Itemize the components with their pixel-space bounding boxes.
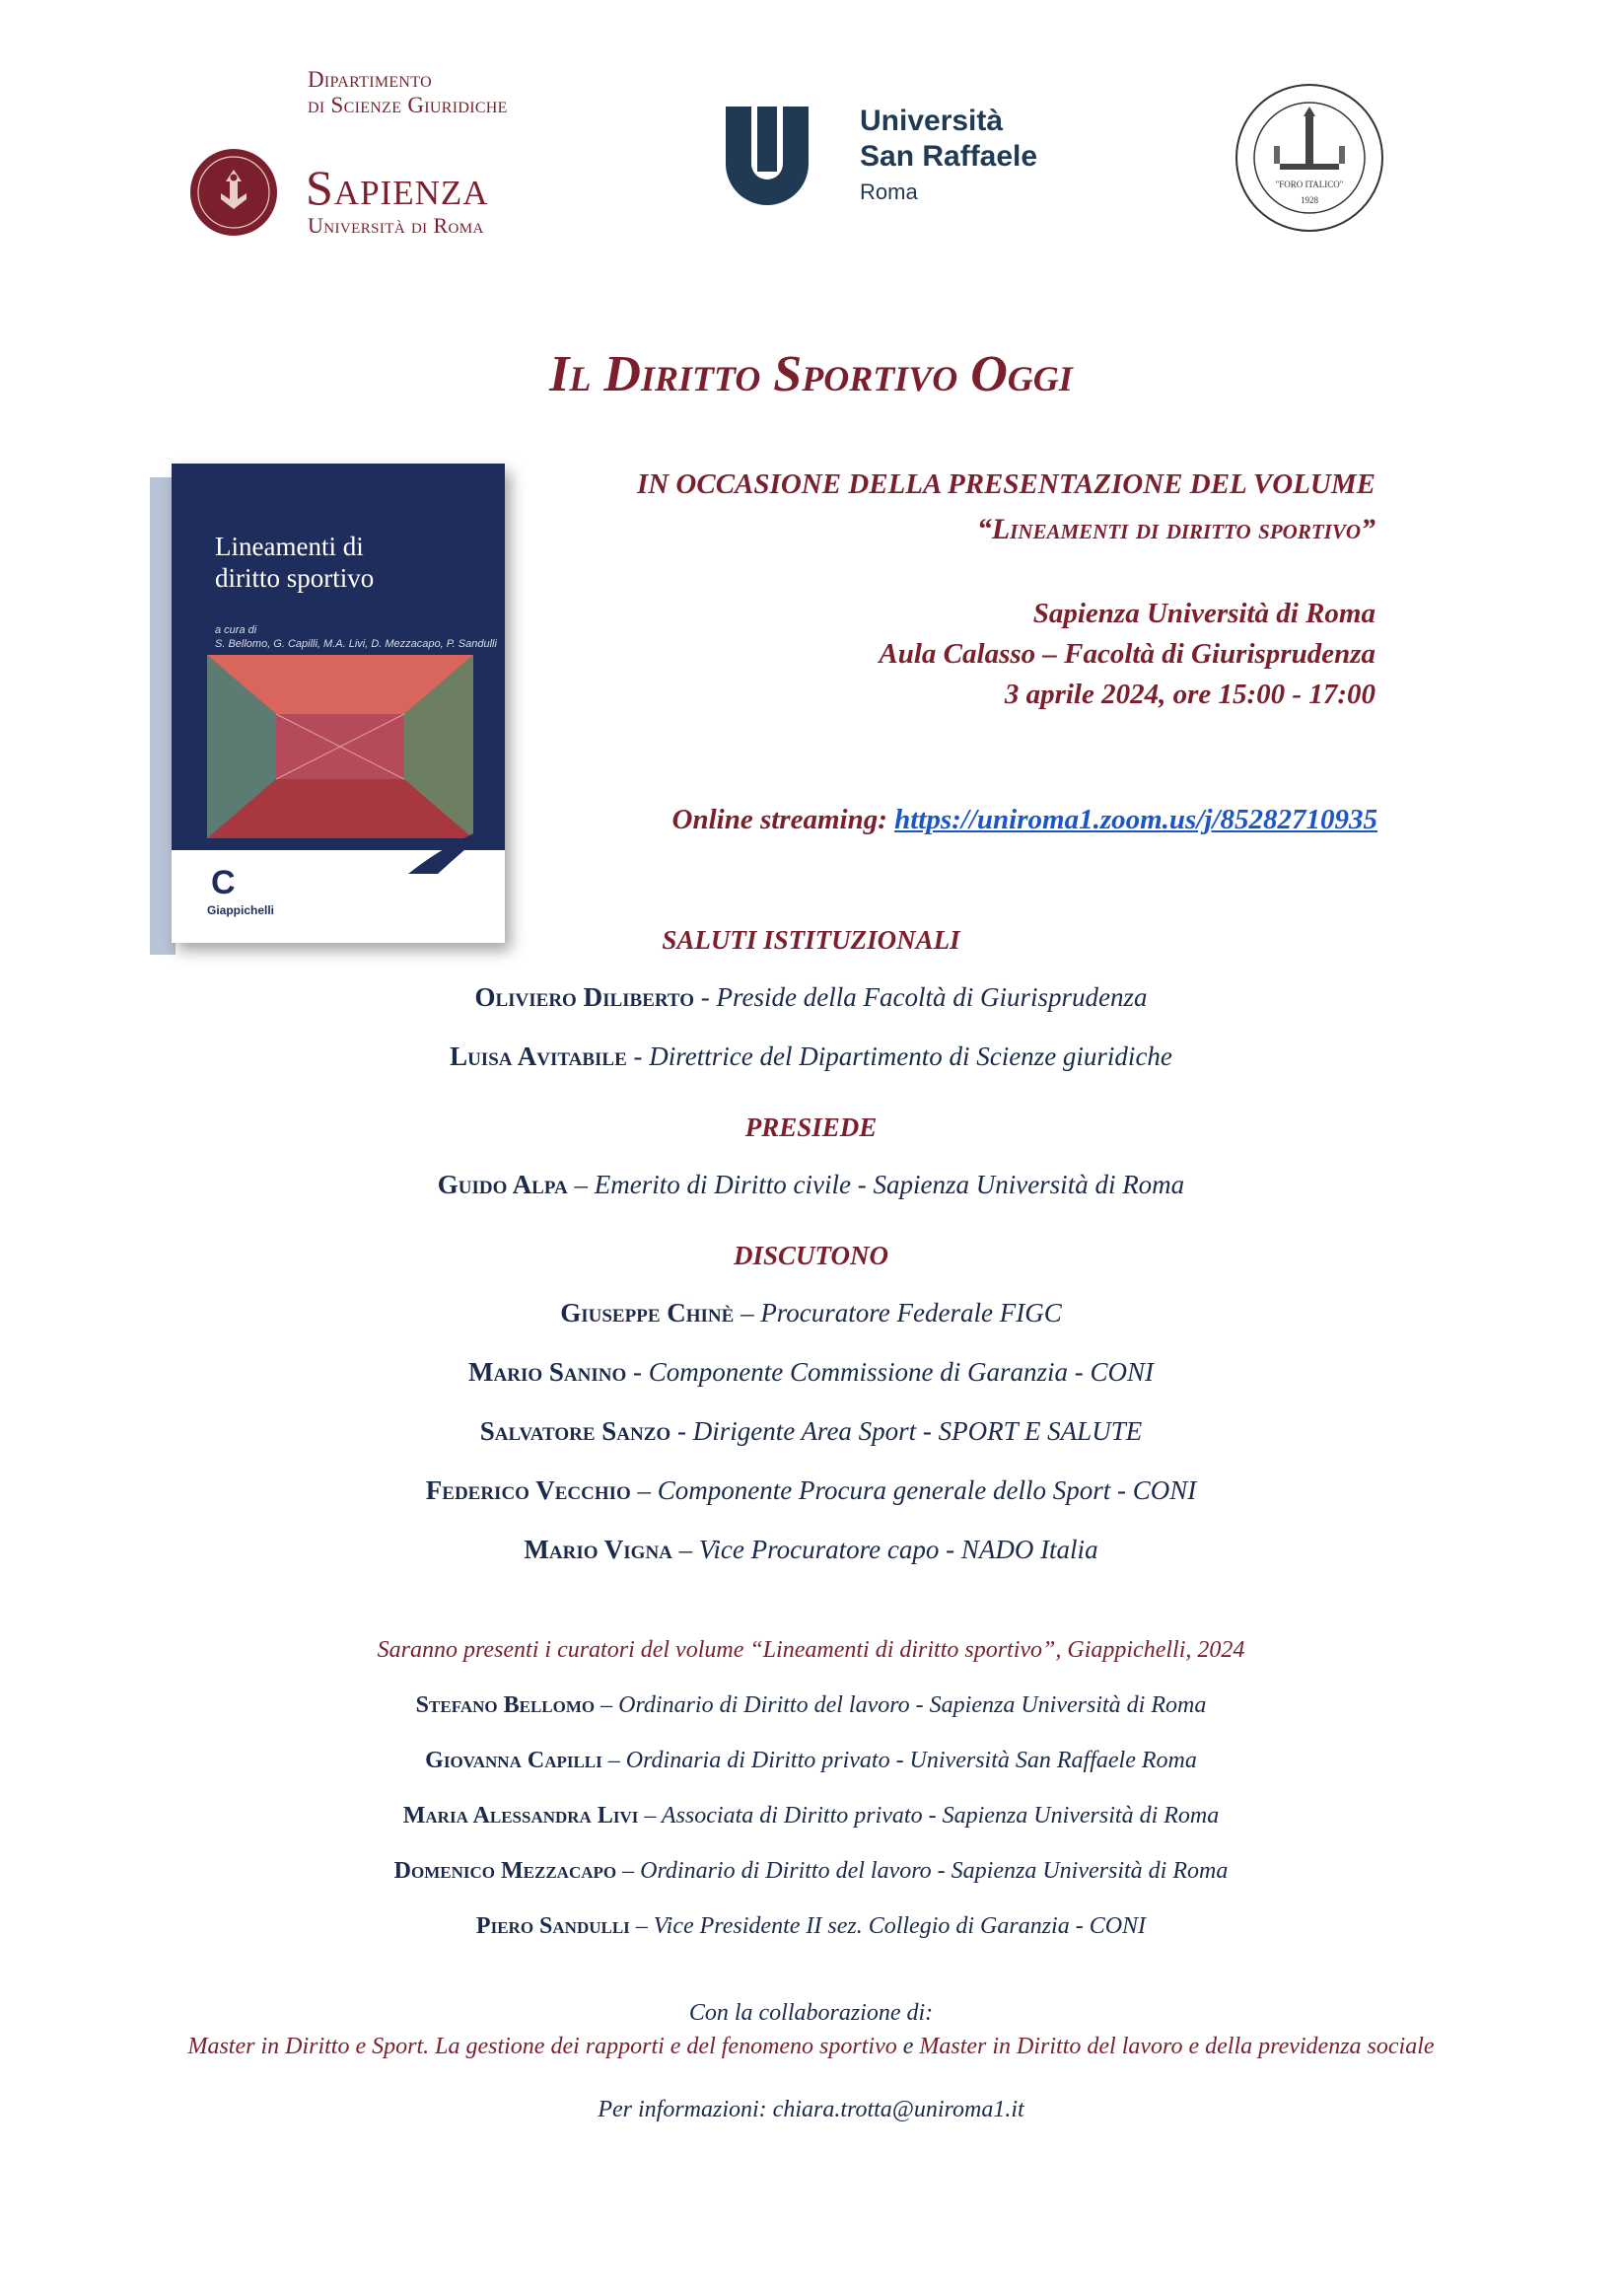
speaker-row: Salvatore Sanzo - Dirigente Area Sport - SPORT E SALUTE <box>479 1416 1143 1446</box>
dept-name: Dipartimento di Scienze Giuridiche <box>308 67 508 117</box>
curator-row: Giovanna Capilli – Ordinaria di Diritto privato - Università San Raffaele Roma <box>425 1748 1197 1773</box>
speaker-row: Giuseppe Chinè – Procuratore Federale FIGC <box>560 1298 1062 1327</box>
university-u-icon <box>722 103 812 205</box>
book-cover <box>150 464 505 955</box>
curator-row: Stefano Bellomo – Ordinario di Diritto del lavoro - Sapienza Università di Roma <box>415 1692 1207 1718</box>
sapienza-seal-icon <box>189 148 278 237</box>
usr-line1: Università <box>860 105 1004 137</box>
speaker-row: Mario Vigna – Vice Procuratore capo - NADO Italia <box>524 1535 1098 1564</box>
contact-info: Per informazioni: chiara.trotta@uniroma1.it <box>598 2097 1024 2122</box>
collab-masters: Master in Diritto e Sport. La gestione dei rapporti e del fenomeno sportivo e Master in Diritto del lavoro e della previdenza sociale <box>187 2034 1435 2059</box>
curatori-note: Saranno presenti i curatori del volume “Lineamenti di diritto sportivo”, Giappichelli, 2024 <box>377 1637 1245 1663</box>
publisher-logo-icon: C <box>211 864 236 901</box>
foro-label: "FORO ITALICO" <box>1275 179 1344 189</box>
venue-line3: 3 aprile 2024, ore 15:00 - 17:00 <box>1004 679 1375 710</box>
venue-line2: Aula Calasso – Facoltà di Giurisprudenza <box>879 638 1375 670</box>
venue-line1: Sapienza Università di Roma <box>1032 598 1375 629</box>
intro-line2: “Lineamenti di diritto sportivo” <box>976 513 1375 545</box>
streaming-link[interactable]: https://uniroma1.zoom.us/j/85282710935 <box>894 804 1377 835</box>
section-discutono: DISCUTONO <box>733 1241 889 1270</box>
book-title: Lineamenti di diritto sportivo <box>215 532 375 593</box>
speaker-row: Luisa Avitabile - Direttrice del Dipartimento di Scienze giuridiche <box>450 1041 1172 1071</box>
foro-italico-seal-icon <box>1234 83 1384 233</box>
speaker-row: Oliviero Diliberto - Preside della Facoltà di Giurisprudenza <box>474 982 1148 1012</box>
collab-label: Con la collaborazione di: <box>688 2000 934 2026</box>
book-artwork <box>207 655 473 838</box>
curator-row: Maria Alessandra Livi – Associata di Diritto privato - Sapienza Università di Roma <box>402 1803 1220 1829</box>
speaker-row: Guido Alpa – Emerito di Diritto civile - Sapienza Università di Roma <box>437 1170 1185 1199</box>
curator-row: Piero Sandulli – Vice Presidente II sez. Collegio di Garanzia - CONI <box>475 1913 1147 1939</box>
section-presiede: PRESIEDE <box>744 1112 878 1142</box>
curator-row: Domenico Mezzacapo – Ordinario di Diritto del lavoro - Sapienza Università di Roma <box>393 1858 1229 1884</box>
intro-line1: IN OCCASIONE DELLA PRESENTAZIONE DEL VOLUME <box>636 468 1375 500</box>
streaming-label: Online streaming: <box>671 804 887 835</box>
book-editors: a cura di S. Bellomo, G. Capilli, M.A. Livi, D. Mezzacapo, P. Sandulli <box>215 624 497 650</box>
book-publisher: Giappichelli <box>207 903 275 917</box>
speaker-row: Mario Sanino - Componente Commissione di Garanzia - CONI <box>468 1357 1154 1387</box>
section-saluti: SALUTI ISTITUZIONALI <box>662 925 960 955</box>
streaming-line <box>672 804 1377 836</box>
foro-year: 1928 <box>1301 195 1318 205</box>
book-swoosh-icon <box>408 823 497 876</box>
sapienza-wordmark: Sapienza <box>306 160 489 215</box>
sapienza-subtitle: Università di Roma <box>308 213 484 238</box>
speaker-row: Federico Vecchio – Componente Procura generale dello Sport - CONI <box>425 1475 1197 1505</box>
usr-line3: Roma <box>860 179 918 204</box>
page-title: Il Diritto Sportivo Oggi <box>549 346 1073 402</box>
usr-line2: San Raffaele <box>860 140 1038 173</box>
